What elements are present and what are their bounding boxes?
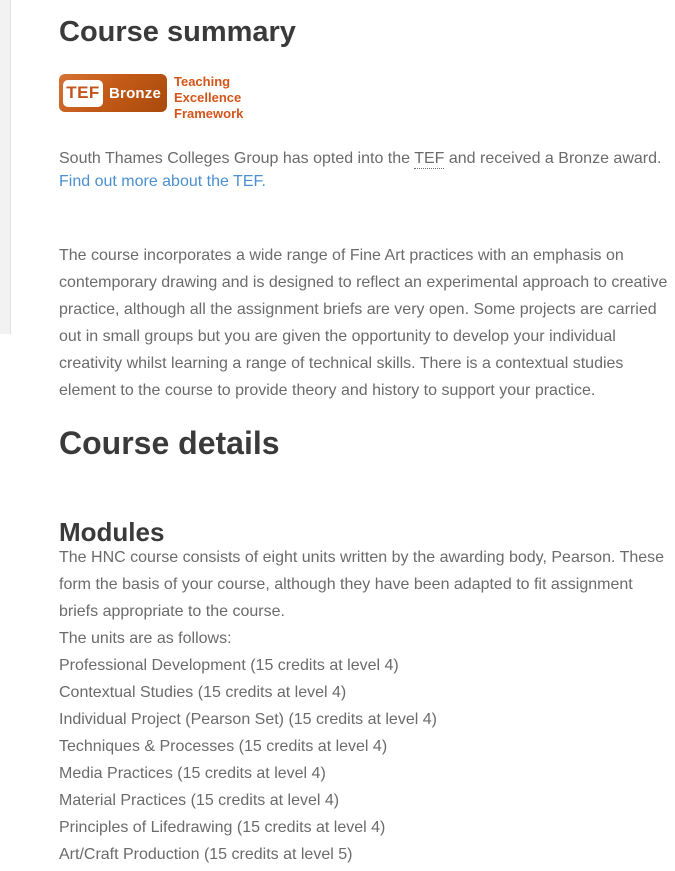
bronze-award-label: Bronze: [109, 84, 162, 102]
tef-logo-text: TEF: [66, 83, 100, 102]
module-item: Art/Craft Production (15 credits at level 5): [59, 846, 353, 863]
tef-abbr[interactable]: TEF: [414, 150, 445, 167]
module-item: Techniques & Processes (15 credits at level 4): [59, 738, 388, 755]
module-item: Individual Project (Pearson Set) (15 credits at level 4): [59, 711, 437, 728]
tef-caption-line: Excellence: [174, 90, 242, 105]
tef-caption-line: Framework: [174, 106, 244, 121]
tef-statement-after: and received a Bronze award.: [444, 150, 662, 167]
tef-caption: [174, 72, 243, 122]
module-item: Professional Development (15 credits at level 4): [59, 657, 399, 674]
module-item: Material Practices (15 credits at level 4): [59, 792, 340, 809]
modules-intro: The HNC course consists of eight units written by the awarding body, Pearson. These form the basis of your course, although they have been adapted to fit assignment briefs appropriate to the course.: [59, 549, 665, 620]
left-panel-edge: [0, 0, 11, 334]
module-item: Principles of Lifedrawing (15 credits at level 4): [59, 819, 386, 836]
modules-heading: Modules: [59, 517, 165, 547]
module-item: Media Practices (15 credits at level 4): [59, 765, 326, 782]
modules-units-label: The units are as follows:: [59, 630, 232, 647]
tef-bronze-badge: [59, 74, 167, 112]
tef-find-out-more-link[interactable]: Find out more about the TEF.: [59, 173, 266, 190]
tef-statement: [59, 146, 671, 172]
course-summary-heading: Course summary: [59, 16, 296, 49]
tef-badge-row: [59, 72, 243, 122]
course-description: The course incorporates a wide range of Fine Art practices with an emphasis on contemporary drawing and is designed to reflect an experimental approach to creative practice, although all the assignment briefs are very open. Some projects are carried out in small groups but you are given the opportunity to develop your individual creativity whilst learning a range of technical skills. There is a contextual studies element to the course to provide theory and history to support your practice.: [59, 247, 668, 399]
tef-statement-before: South Thames Colleges Group has opted into the: [59, 150, 415, 167]
tef-caption-line: Teaching: [174, 74, 231, 89]
tef-logo-box: [63, 80, 103, 107]
course-details-heading: Course details: [59, 424, 280, 461]
module-item: Contextual Studies (15 credits at level 4): [59, 684, 347, 701]
modules-section: [59, 544, 671, 868]
